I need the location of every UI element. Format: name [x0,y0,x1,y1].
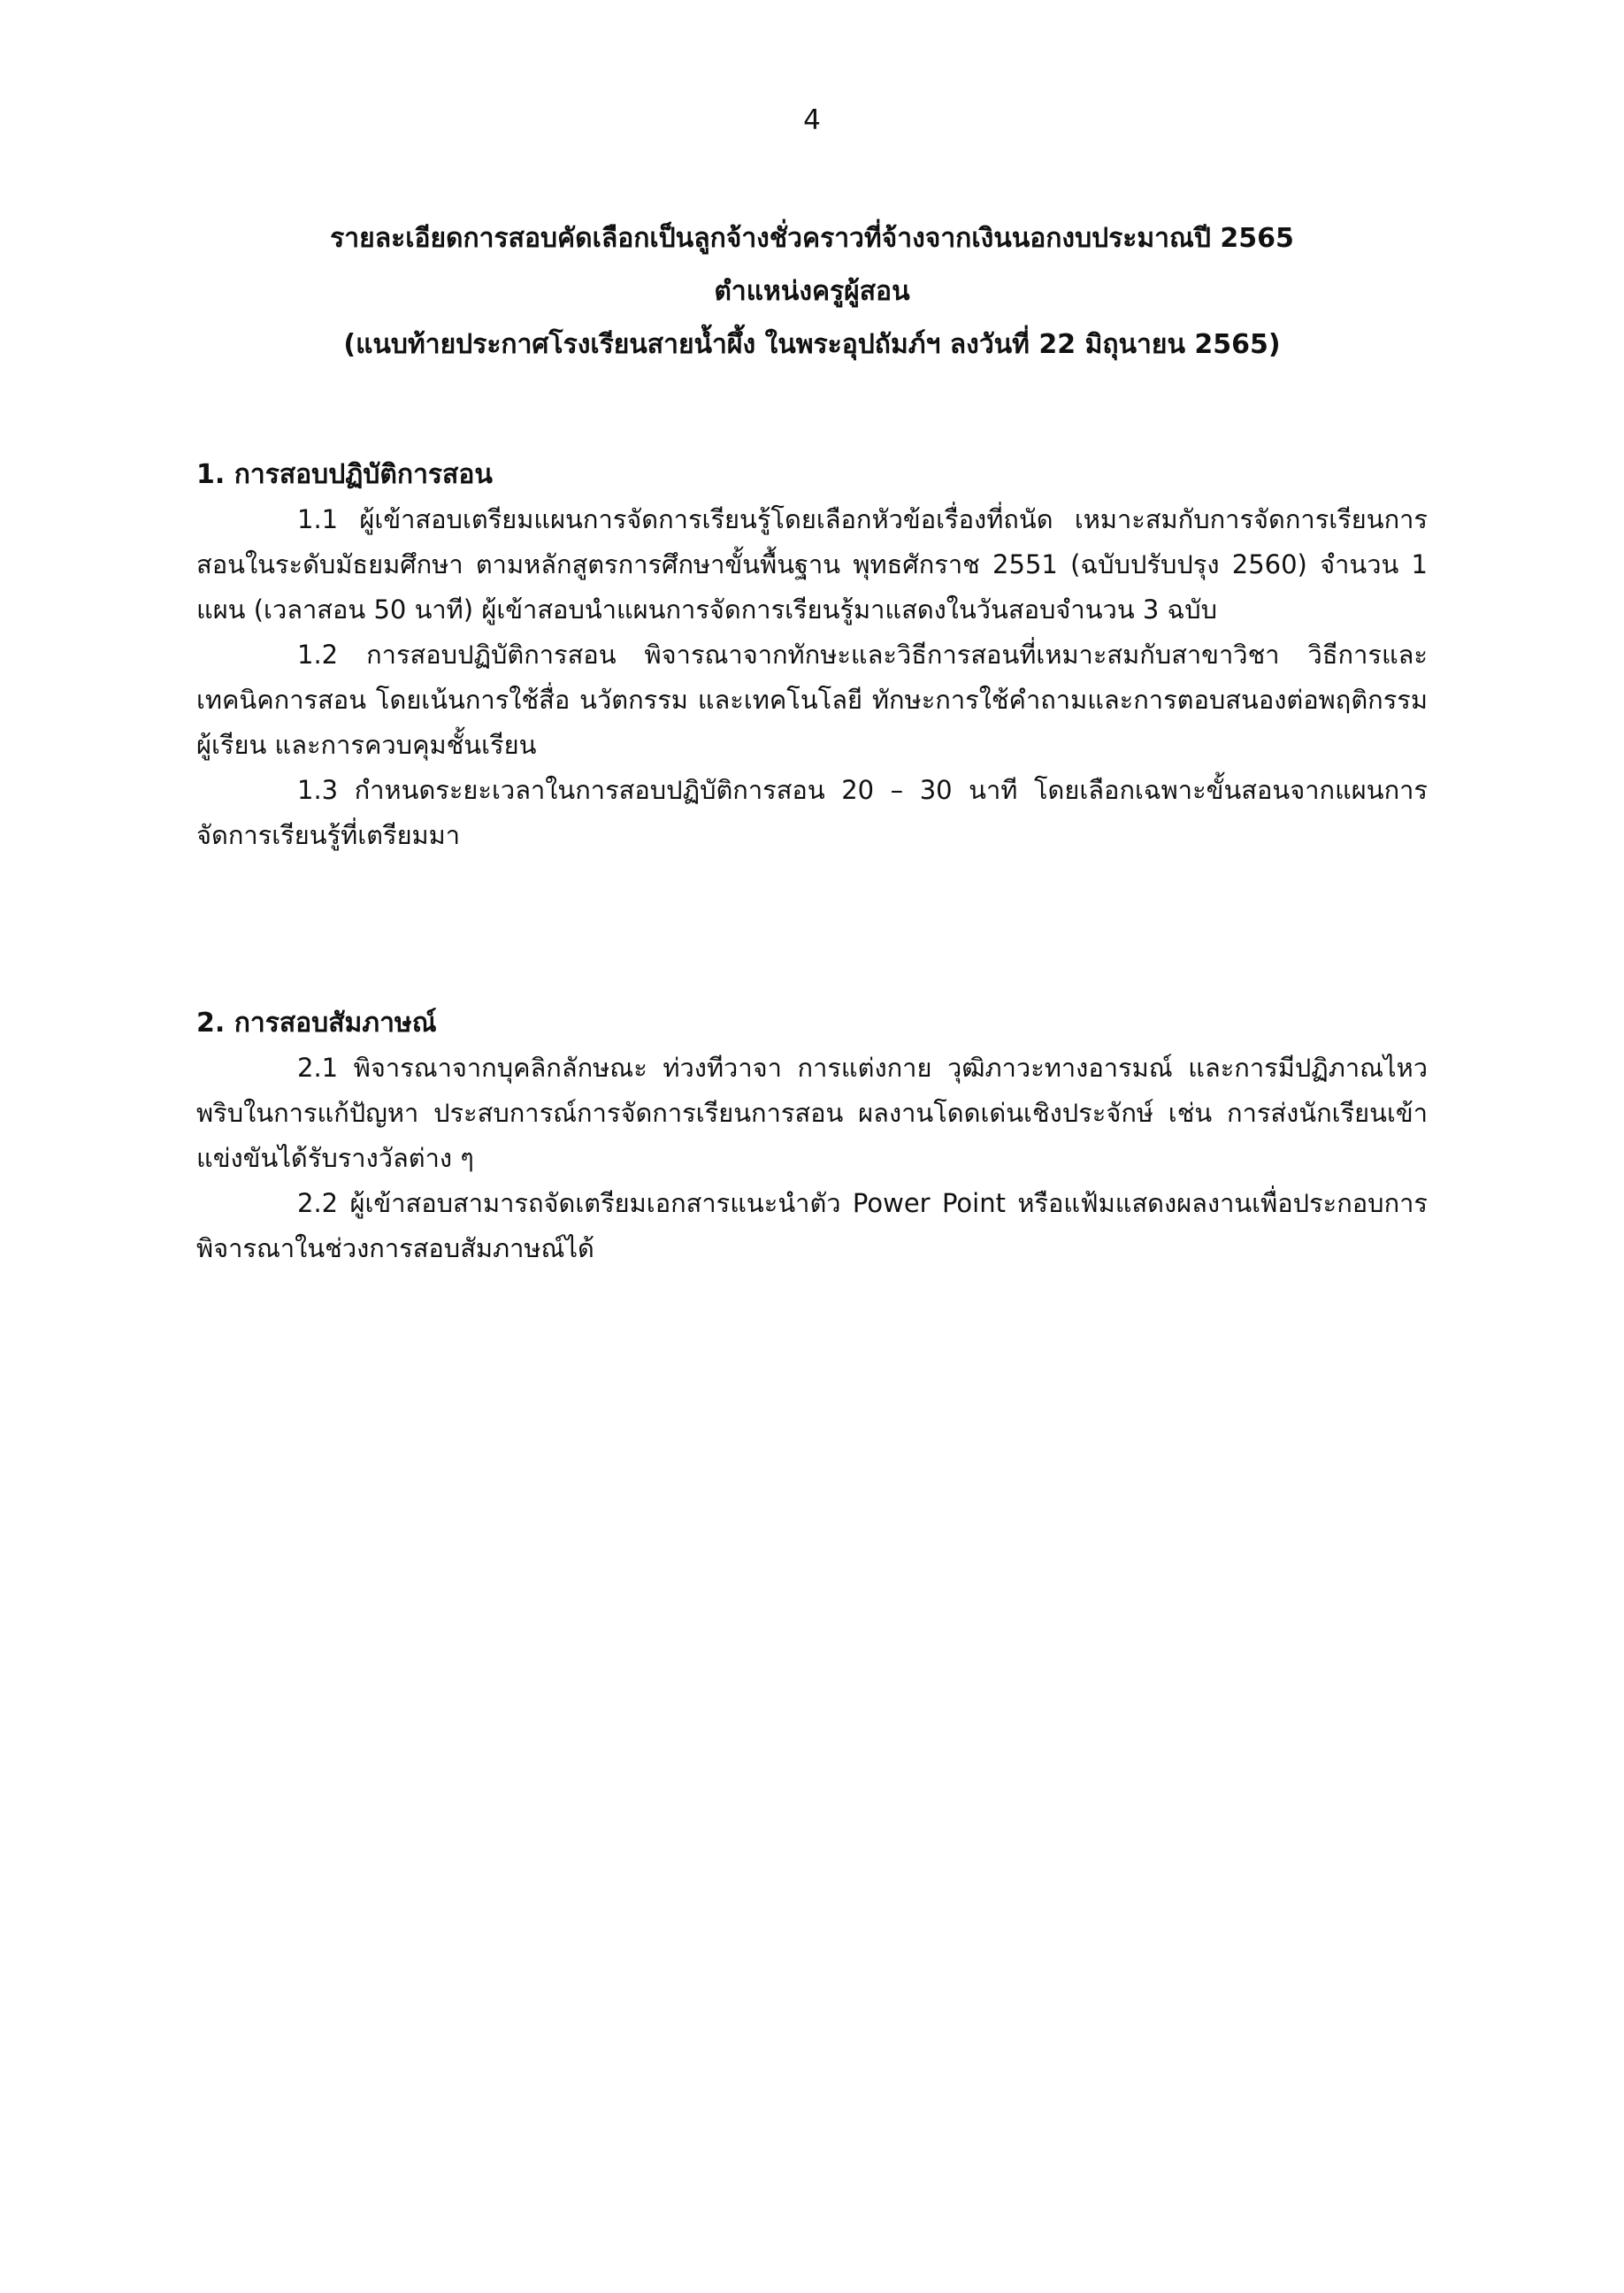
title-line-1: รายละเอียดการสอบคัดเลือกเป็นลูกจ้างชั่วคราวที่จ้างจากเงินนอกงบประมาณปี 2565 [330,223,1294,254]
page-number: 4 [803,104,821,136]
title-line-2: ตำแหน่งครูผู้สอน [714,276,910,307]
section-teaching-practice [196,453,1428,858]
section-heading: 2. การสอบสัมภาษณ์ [196,1008,437,1039]
section-heading: 1. การสอบปฏิบัติการสอน [196,459,493,490]
paragraph-1-3: 1.3 กำหนดระยะเวลาในการสอบปฏิบัติการสอน 20 – 30 นาที โดยเลือกเฉพาะขั้นสอนจากแผนการจัดการเรียนรู้ที่เตรียมมา [196,775,1428,850]
document-title [177,212,1447,372]
title-line-3: (แนบท้ายประกาศโรงเรียนสายน้ำผึ้ง ในพระอุปถัมภ์ฯ ลงวันที่ 22 มิถุนายน 2565) [343,329,1281,360]
section-interview [196,1001,1428,1271]
paragraph-2-2: 2.2 ผู้เข้าสอบสามารถจัดเตรียมเอกสารแนะนำตัว Power Point หรือแฟ้มแสดงผลงานเพื่อประกอบการพิจารณาในช่วงการสอบสัมภาษณ์ได้ [196,1188,1428,1263]
paragraph-1-1: 1.1 ผู้เข้าสอบเตรียมแผนการจัดการเรียนรู้โดยเลือกหัวข้อเรื่องที่ถนัด เหมาะสมกับการจัดการเรียนการสอนในระดับมัธยมศึกษา ตามหลักสูตรการศึกษาขั้นพื้นฐาน พุทธศักราช 2551 (ฉบับปรับปรุง 2560) จำนวน 1 แผน (เวลาสอน 50 นาที) ผู้เข้าสอบนำแผนการจัดการเรียนรู้มาแสดงในวันสอบจำนวน 3 ฉบับ [196,504,1428,625]
paragraph-2-1: 2.1 พิจารณาจากบุคลิกลักษณะ ท่วงทีวาจา การแต่งกาย วุฒิภาวะทางอารมณ์ และการมีปฏิภาณไหวพริบในการแก้ปัญหา ประสบการณ์การจัดการเรียนการสอน ผลงานโดดเด่นเชิงประจักษ์ เช่น การส่งนักเรียนเข้าแข่งขันได้รับรางวัลต่าง ๆ [196,1053,1428,1173]
paragraph-1-2: 1.2 การสอบปฏิบัติการสอน พิจารณาจากทักษะและวิธีการสอนที่เหมาะสมกับสาขาวิชา วิธีการและเทคนิคการสอน โดยเน้นการใช้สื่อ นวัตกรรม และเทคโนโลยี ทักษะการใช้คำถามและการตอบสนองต่อพฤติกรรมผู้เรียน และการควบคุมชั้นเรียน [196,640,1428,760]
